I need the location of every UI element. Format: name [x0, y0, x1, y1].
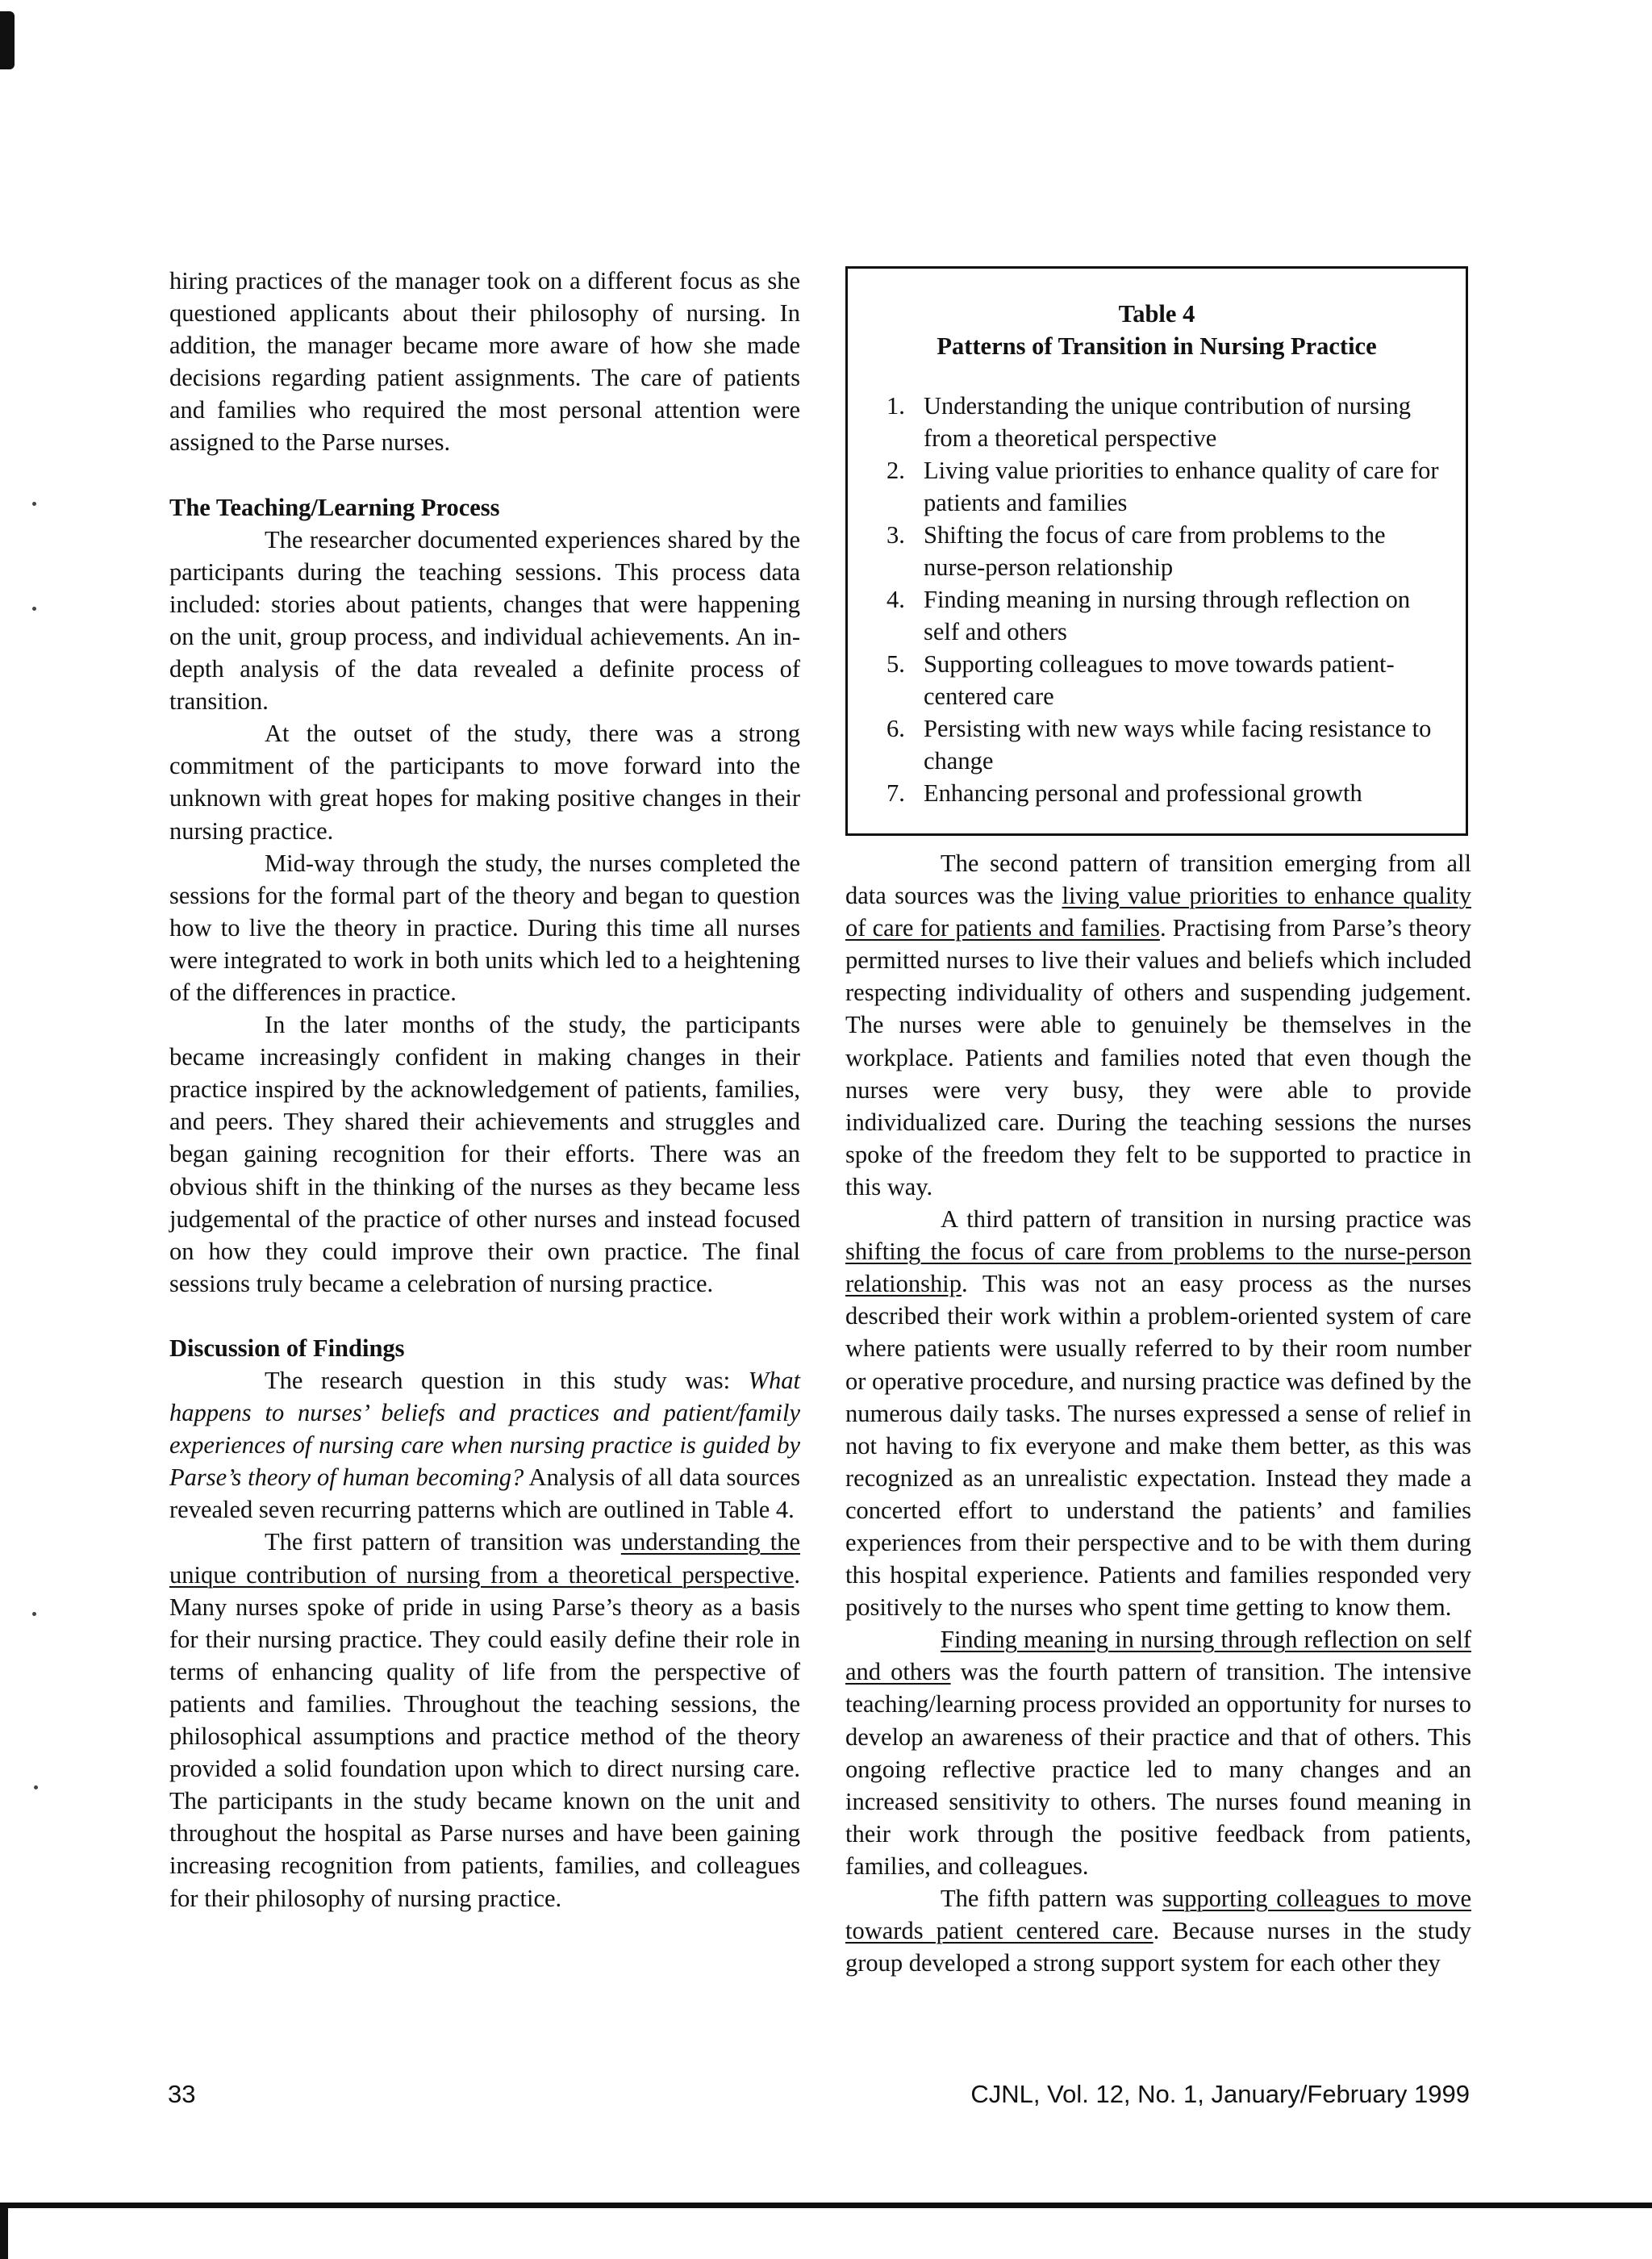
table-label: Table 4	[1118, 300, 1195, 328]
bottom-rule	[0, 2203, 1652, 2208]
paragraph-third-pattern	[845, 1203, 1471, 1623]
scan-speck	[32, 1612, 36, 1616]
scan-speck	[34, 1785, 38, 1789]
list-item	[886, 519, 1450, 583]
underlined-pattern: supporting colleagues to move towards patient centered care	[845, 1885, 1471, 1945]
paragraph: At the outset of the study, there was a strong commitment of the participants to move forward into the unknown with great hopes for making positive changes in their nursing practice.	[169, 720, 800, 845]
pattern-list	[848, 390, 1466, 809]
journal-citation: CJNL, Vol. 12, No. 1, January/February 1999	[970, 2080, 1470, 2108]
underlined-pattern: Finding meaning in nursing through reflection on self and others	[845, 1626, 1471, 1686]
item-text: Shifting the focus of care from problems to the nurse-person relationship	[924, 521, 1386, 581]
item-number: 5.	[886, 650, 905, 678]
text-span: The fifth pattern was	[941, 1885, 1163, 1912]
list-item	[886, 583, 1450, 648]
text-span: Analysis of all data sources revealed seven recurring patterns which are outlined in Table 4.	[169, 1464, 800, 1524]
paragraph-research-question	[169, 1364, 800, 1526]
list-item	[886, 712, 1450, 777]
text-span: The second pattern of transition emerging from all data sources was the	[845, 850, 1471, 910]
underlined-pattern: shifting the focus of care from problems to the nurse-person relationship	[845, 1238, 1471, 1298]
table-caption: Patterns of Transition in Nursing Practice	[937, 332, 1377, 360]
bottom-rule-edge	[0, 2203, 8, 2259]
item-number: 2.	[886, 457, 905, 484]
item-text: Persisting with new ways while facing resistance to change	[924, 715, 1432, 775]
right-column	[845, 847, 1471, 1979]
list-item	[886, 648, 1450, 712]
list-item	[886, 390, 1450, 454]
text-span: . Many nurses spoke of pride in using Parse’s theory as a basis for their nursing practice. They could easily define their role in terms of enhancing quality of life from the perspective of patients and families. Throughout the teaching sessions, the philosophical assumptions and practice method of the theory provided a solid foundation upon which to direct nursing care. The participants in the study became known on the unit and throughout the hospital as Parse nurses and have been gaining increasing recognition from patients, families, and colleagues for their philosophy of nursing practice.	[169, 1560, 800, 1912]
item-number: 1.	[886, 392, 905, 420]
paragraph: In the later months of the study, the participants became increasingly confident in making changes in their practice inspired by the acknowledgement of patients, families, and peers. They shared their achievements and struggles and began gaining recognition for their efforts. There was an obvious shift in the thinking of the nurses as they became less judgemental of the practice of other nurses and instead focused on how they could improve their own practice. The final sessions truly became a celebration of nursing practice.	[169, 1011, 800, 1297]
item-number: 4.	[886, 586, 905, 613]
underlined-pattern: living value priorities to enhance quality of care for patients and families	[845, 882, 1472, 942]
page-number: 33	[168, 2080, 196, 2108]
item-number: 7.	[886, 779, 905, 807]
text-span: The first pattern of transition was	[265, 1528, 621, 1556]
text-span: . This was not an easy process as the nurses described their work within a problem-oriented system of care where patients were usually referred to by their room number or operative procedure, and nursing practice was defined by the numerous daily tasks. The nurses expressed a sense of relief in not having to fix everyone and make them better, as this was recognized as an unrealistic expectation. Instead they made a concerted effort to understand the patients’ and families experiences from their perspective and to be with them during this hospital experience. Patients and families responded very positively to the nurses who spent time getting to know them.	[845, 1270, 1471, 1622]
item-number: 6.	[886, 715, 905, 742]
scan-speck	[32, 607, 36, 611]
scan-edge-mark	[0, 11, 15, 69]
paragraph-fifth-pattern	[845, 1882, 1471, 1979]
paragraph-first-pattern	[169, 1526, 800, 1914]
list-item	[886, 777, 1450, 809]
paragraph: The researcher documented experiences shared by the participants during the teaching sessions. This process data included: stories about patients, changes that were happening on the unit, group process, and individual achievements. An in-depth analysis of the data revealed a definite process of transition.	[169, 525, 800, 716]
list-item	[886, 454, 1450, 519]
item-number: 3.	[886, 521, 905, 549]
section-heading-teaching-learning: The Teaching/Learning Process	[169, 493, 500, 521]
item-text: Living value priorities to enhance quality of care for patients and families	[924, 457, 1439, 516]
paragraph: hiring practices of the manager took on a different focus as she questioned applicants about their philosophy of nursing. In addition, the manager became more aware of how she made decisions regarding patient assignments. The care of patients and families who required the most personal attention were assigned to the Parse nurses.	[169, 267, 800, 457]
text-span: . Practising from Parse’s theory permitted nurses to live their values and beliefs which included respecting individuality of others and suspending judgement. The nurses were able to genuinely be themselves in the workplace. Patients and families noted that even though the nurses were very busy, they were able to provide individualized care. During the teaching sessions the nurses spoke of the freedom they felt to be supported to practice in this way.	[845, 914, 1471, 1200]
paragraph: Mid-way through the study, the nurses completed the sessions for the formal part of the theory and began to question how to live the theory in practice. During this time all nurses were integrated to work in both units which led to a heightening of the differences in practice.	[169, 849, 800, 1006]
text-span: The research question in this study was:	[265, 1367, 749, 1394]
item-text: Finding meaning in nursing through reflection on self and others	[924, 586, 1411, 645]
underlined-pattern: understanding the unique contribution of nursing from a theoretical perspective	[169, 1528, 800, 1589]
item-text: Understanding the unique contribution of nursing from a theoretical perspective	[924, 392, 1411, 452]
scan-speck	[32, 502, 36, 506]
paragraph-second-pattern	[845, 847, 1471, 1203]
item-text: Enhancing personal and professional growth	[924, 779, 1362, 807]
left-column	[169, 265, 800, 1915]
table-title	[848, 298, 1466, 362]
text-span: . Because nurses in the study group developed a strong support system for each other they	[845, 1917, 1472, 1977]
text-span: A third pattern of transition in nursing practice was	[941, 1205, 1471, 1234]
text-span: was the fourth pattern of transition. The intensive teaching/learning process provided an opportunity for nurses to develop an awareness of their practice and that of others. This ongoing reflective practice led to many changes and an increased sensitivity to others. The nurses found meaning in their work through the positive feedback from patients, families, and colleagues.	[845, 1658, 1471, 1880]
research-question-italic: What happens to nurses’ beliefs and practices and patient/family experiences of nursing care when nursing practice is guided by Parse’s theory of human becoming?	[169, 1367, 800, 1492]
paragraph-fourth-pattern	[845, 1623, 1471, 1882]
table-4-box	[845, 266, 1468, 836]
item-text: Supporting colleagues to move towards patient-centered care	[924, 650, 1395, 710]
section-heading-discussion: Discussion of Findings	[169, 1334, 405, 1362]
